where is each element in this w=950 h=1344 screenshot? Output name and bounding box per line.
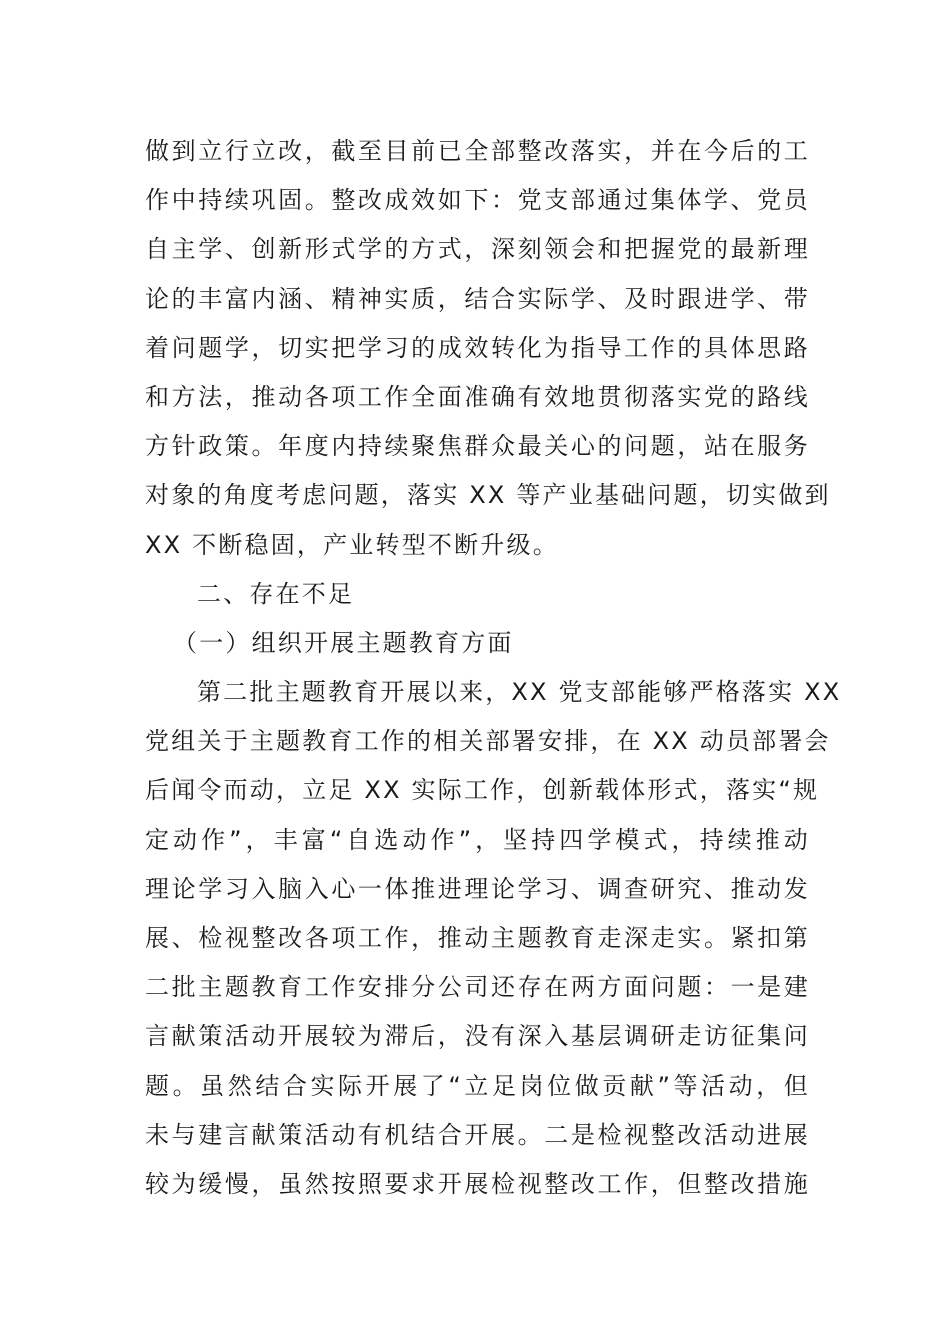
subsection-heading: （一）组织开展主题教育方面 (173, 628, 514, 657)
text-line: 未与建言献策活动有机结合开展。二是检视整改活动进展 (145, 1120, 810, 1149)
text-line: 对象的角度考虑问题，落实 XX 等产业基础问题，切实做到 (145, 481, 831, 510)
text-line: XX 不断稳固，产业转型不断升级。 (145, 530, 559, 559)
section-heading: 二、存在不足 (197, 579, 355, 608)
text-line: 做到立行立改，截至目前已全部整改落实，并在今后的工 (145, 137, 810, 165)
text-line: 较为缓慢，虽然按照要求开展检视整改工作，但整改措施 (145, 1169, 810, 1198)
text-line: 理论学习入脑入心一体推进理论学习、调查研究、推动发 (145, 874, 810, 903)
text-line: 后闻令而动，立足 XX 实际工作，创新载体形式，落实“规 (145, 776, 820, 805)
paragraph-theme-education (145, 668, 842, 1209)
text-line: 定动作”，丰富“自选动作”，坚持四学模式，持续推动 (145, 825, 810, 854)
text-line: 题。虽然结合实际开展了“立足岗位做贡献”等活动，但 (145, 1071, 810, 1100)
text-line: 展、检视整改各项工作，推动主题教育走深走实。紧扣第 (145, 924, 810, 952)
text-line: 论的丰富内涵、精神实质，结合实际学、及时跟进学、带 (145, 284, 810, 313)
text-line: 党组关于主题教育工作的相关部署安排，在 XX 动员部署会 (145, 727, 831, 756)
paragraph-rectification-results (145, 127, 831, 570)
document-body (145, 127, 842, 1209)
text-line: 方针政策。年度内持续聚焦群众最关心的问题，站在服务 (145, 432, 810, 461)
text-line: 着问题学，切实把学习的成效转化为指导工作的具体思路 (145, 333, 810, 362)
text-line: 第二批主题教育开展以来，XX 党支部能够严格落实 XX (197, 678, 842, 707)
text-line: 作中持续巩固。整改成效如下：党支部通过集体学、党员 (145, 186, 810, 215)
text-line: 言献策活动开展较为滞后，没有深入基层调研走访征集问 (145, 1022, 810, 1051)
text-line: 自主学、创新形式学的方式，深刻领会和把握党的最新理 (145, 235, 810, 264)
text-line: 和方法，推动各项工作全面准确有效地贯彻落实党的路线 (145, 382, 810, 411)
text-line: 二批主题教育工作安排分公司还存在两方面问题：一是建 (145, 973, 810, 1002)
